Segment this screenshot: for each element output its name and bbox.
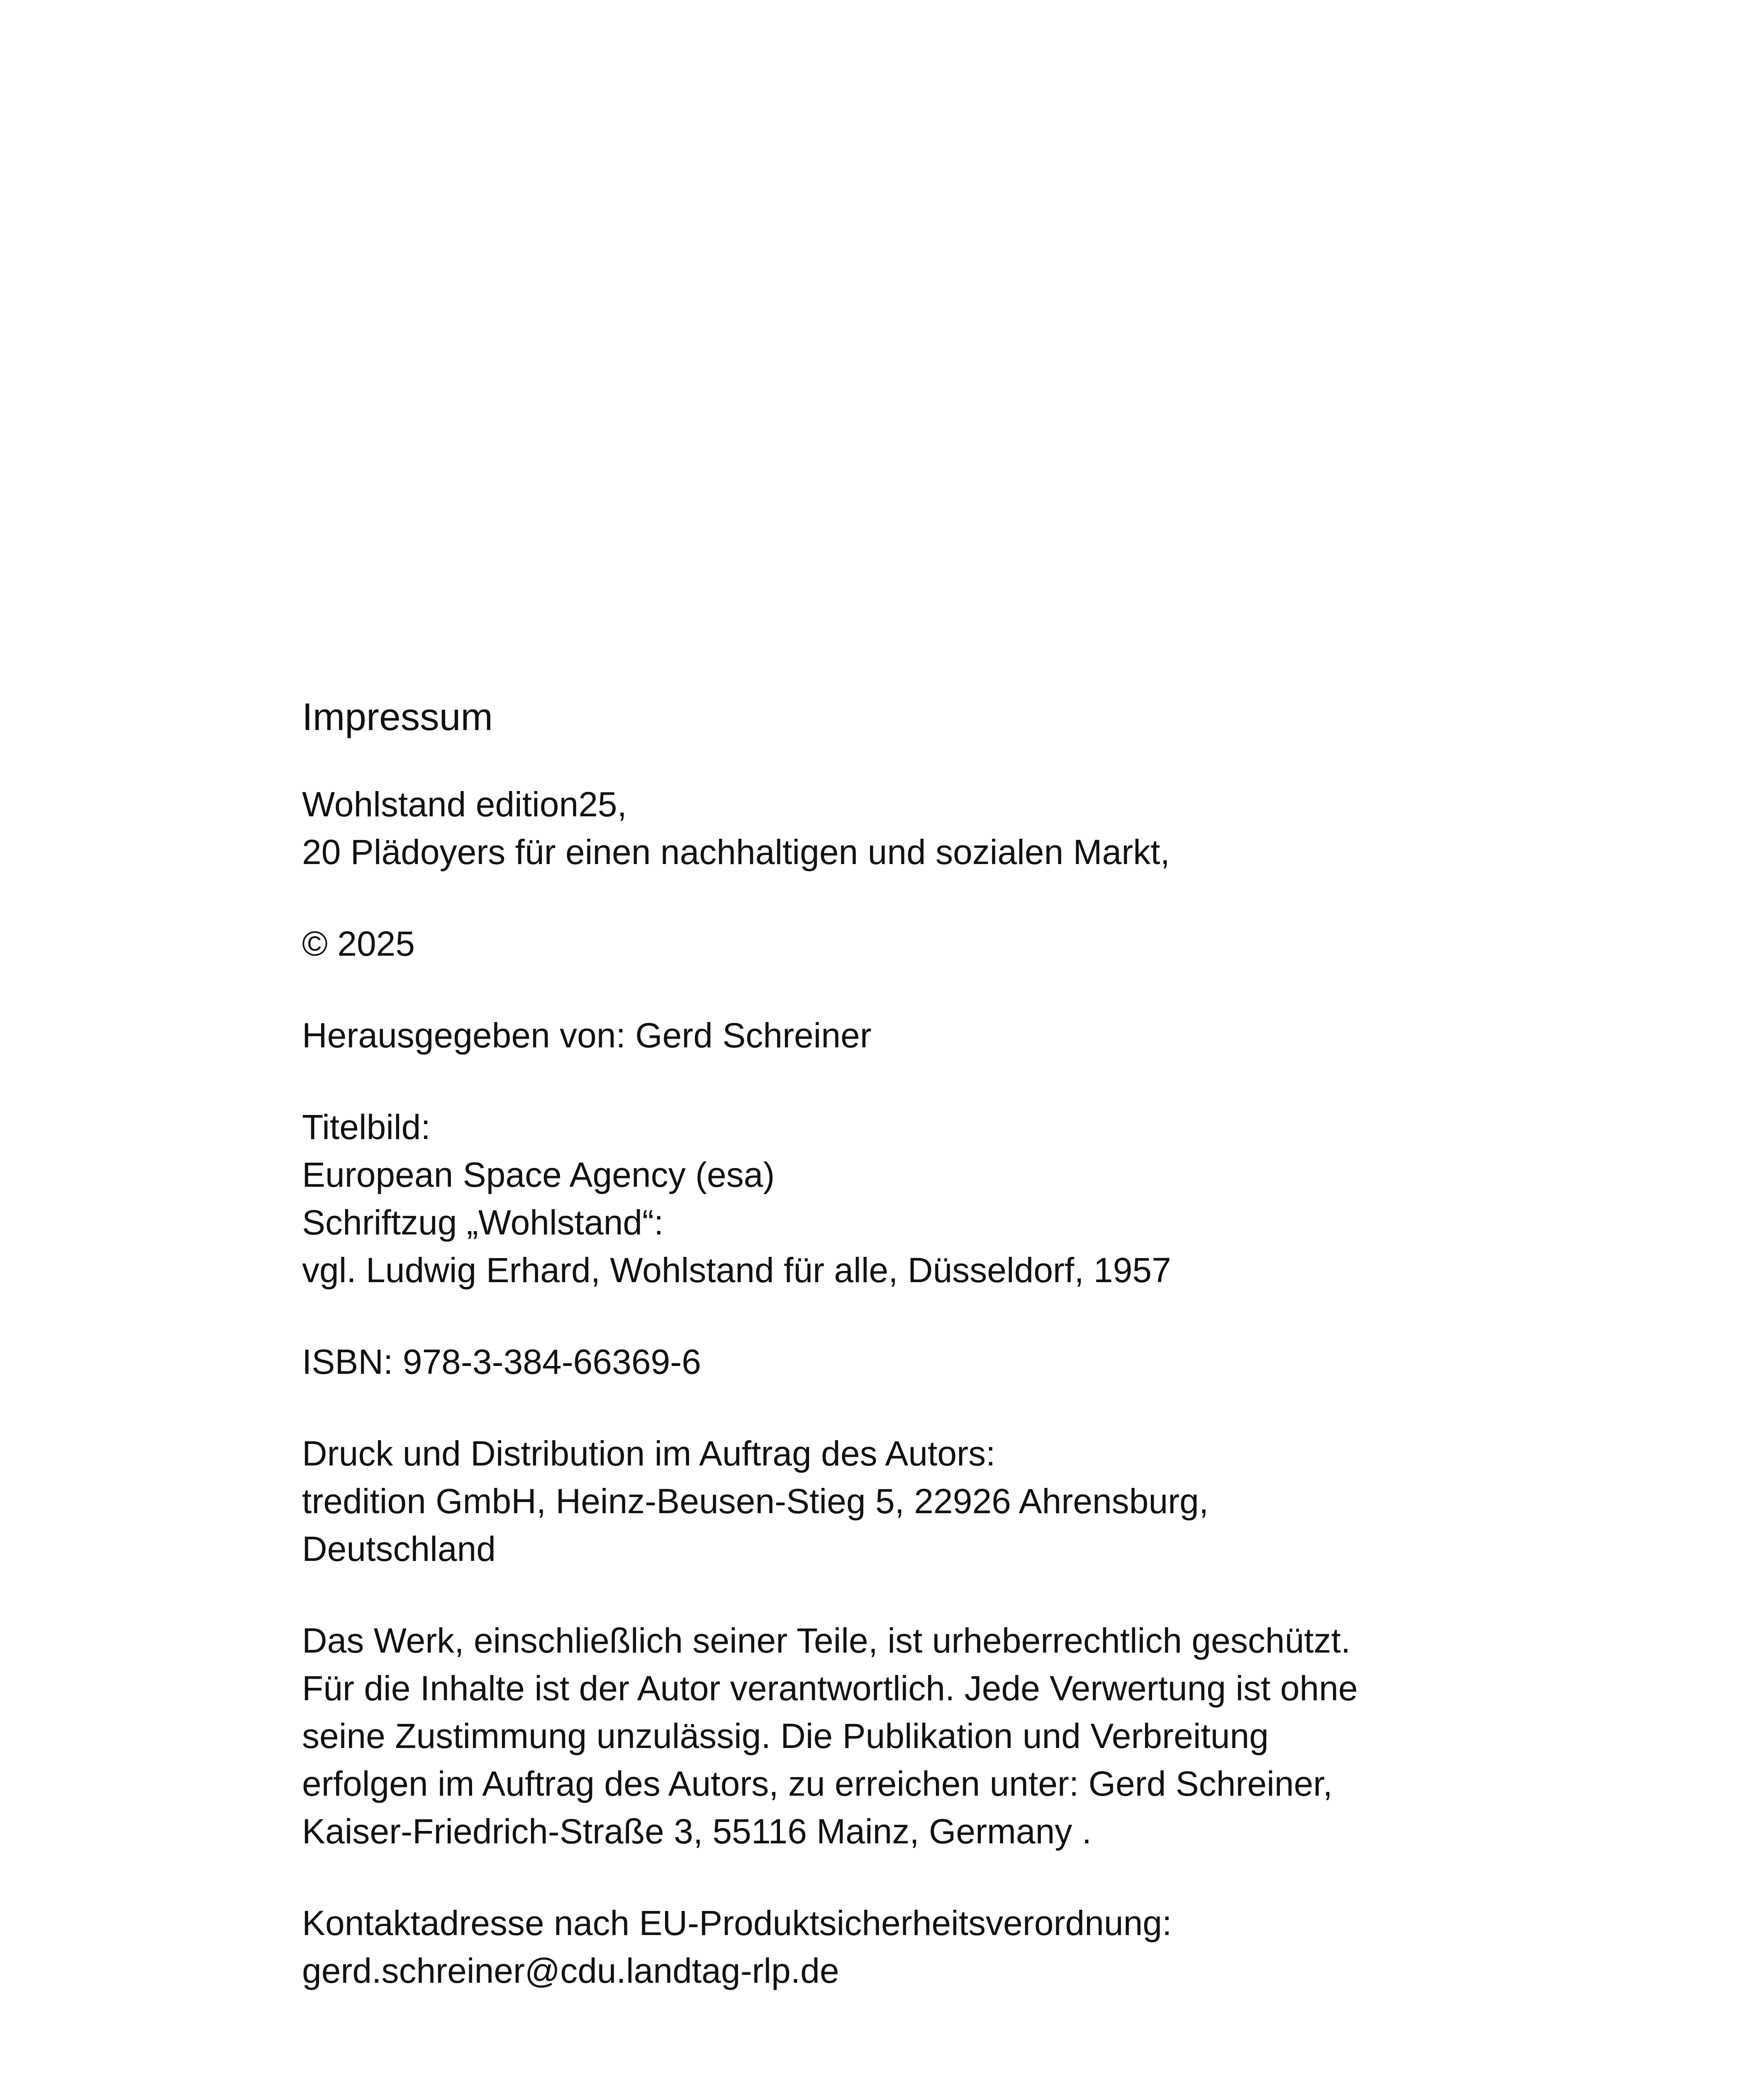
printing-line-2: tredition GmbH, Heinz-Beusen-Stieg 5, 22926 Ahrensburg, [302, 1482, 1209, 1521]
cover-credits-block [302, 1103, 1547, 1294]
rights-line-4: erfolgen im Auftrag des Autors, zu erreichen unter: Gerd Schreiner, [302, 1764, 1333, 1803]
rights-line-3: seine Zustimmung unzulässig. Die Publikation und Verbreitung [302, 1716, 1269, 1755]
printing-block [302, 1430, 1547, 1573]
cover-line-3: Schriftzug „Wohlstand“: [302, 1203, 664, 1242]
isbn-block [302, 1338, 1547, 1386]
contact-block [302, 1899, 1547, 1995]
rights-block [302, 1617, 1547, 1855]
imprint-content [302, 692, 1547, 1995]
contact-line-1: Kontaktadresse nach EU-Produktsicherheitsverordnung: [302, 1904, 1172, 1943]
printing-line-3: Deutschland [302, 1529, 496, 1568]
copyright-text: © 2025 [302, 924, 415, 963]
title-block [302, 781, 1547, 876]
isbn-text: ISBN: 978-3-384-66369-6 [302, 1342, 701, 1381]
contact-email: gerd.schreiner@cdu.landtag-rlp.de [302, 1951, 839, 1990]
copyright-block [302, 920, 1547, 968]
title-line-2: 20 Plädoyers für einen nachhaltigen und sozialen Markt, [302, 833, 1170, 871]
printing-line-1: Druck und Distribution im Auftrag des Autors: [302, 1434, 996, 1473]
rights-line-5: Kaiser-Friedrich-Straße 3, 55116 Mainz, Germany . [302, 1812, 1092, 1851]
page-title: Impressum [302, 695, 493, 738]
cover-line-4: vgl. Ludwig Erhard, Wohlstand für alle, Düsseldorf, 1957 [302, 1251, 1171, 1290]
rights-line-1: Das Werk, einschließlich seiner Teile, ist urheberrechtlich geschützt. [302, 1621, 1351, 1660]
editor-text: Herausgegeben von: Gerd Schreiner [302, 1016, 872, 1055]
title-line-1: Wohlstand edition25, [302, 785, 627, 824]
cover-line-1: Titelbild: [302, 1108, 431, 1147]
cover-line-2: European Space Agency (esa) [302, 1155, 775, 1194]
rights-line-2: Für die Inhalte ist der Autor verantwortlich. Jede Verwertung ist ohne [302, 1669, 1358, 1708]
editor-block [302, 1012, 1547, 1059]
